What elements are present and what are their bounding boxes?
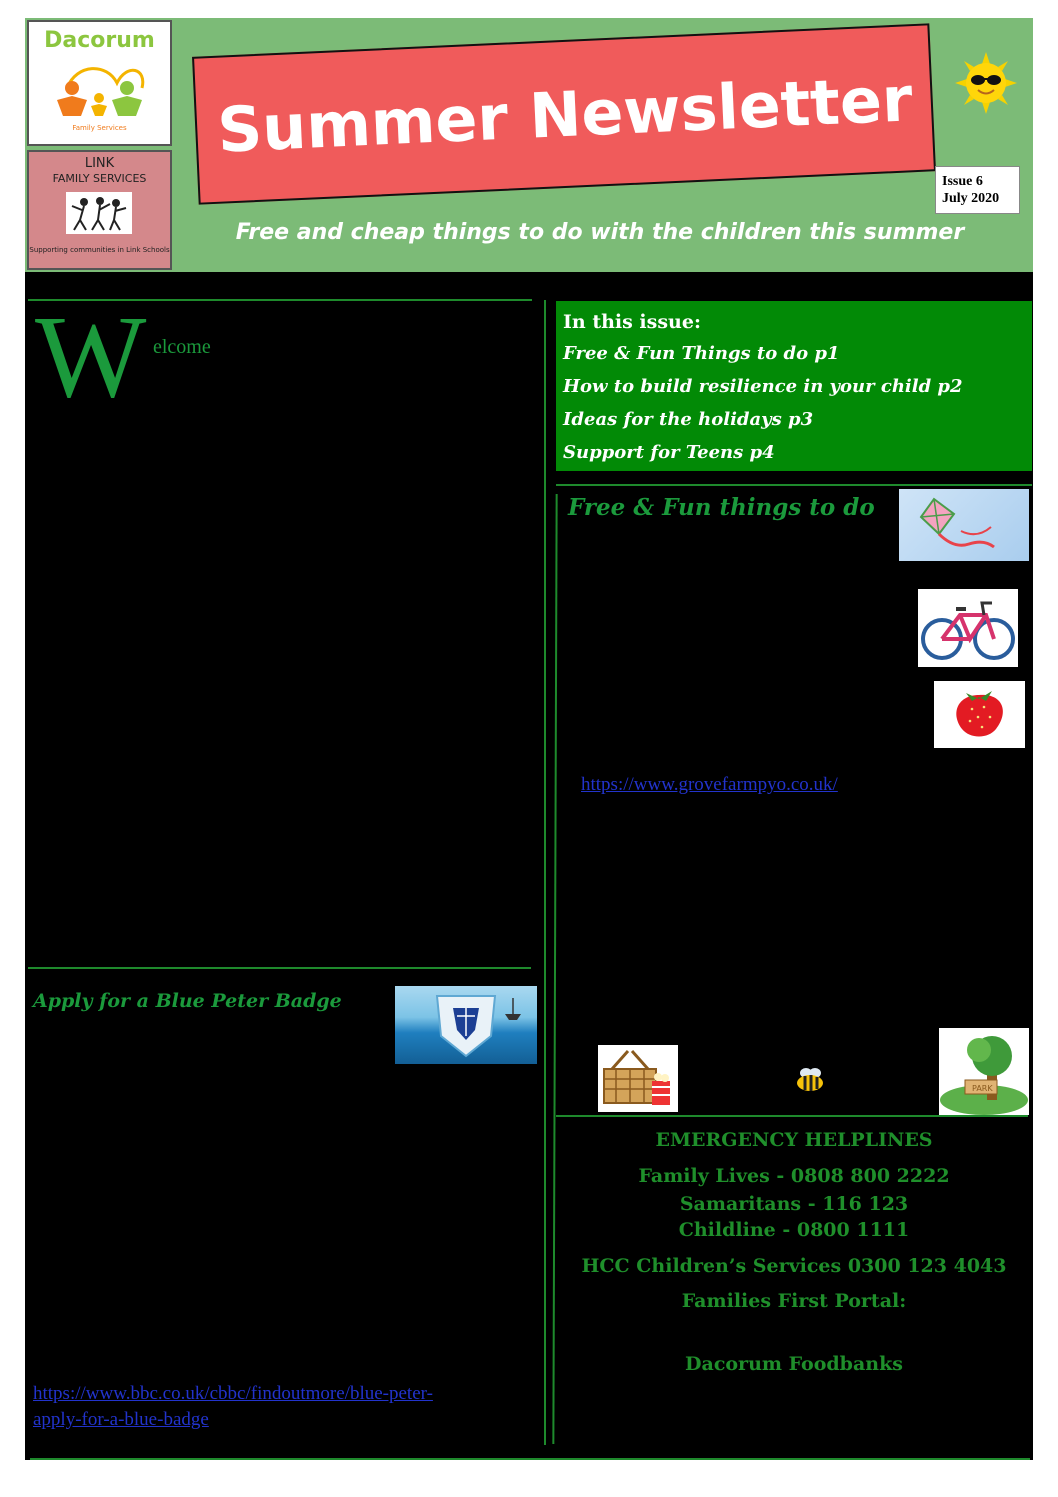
helpline-hcc-childrens-services: HCC Children’s Services 0300 123 4043 (581, 1255, 1007, 1277)
welcome-dropcap: W (35, 291, 147, 422)
svg-text:PARK: PARK (972, 1084, 993, 1093)
picnic-basket-icon (598, 1045, 678, 1112)
blue-peter-badge-icon (395, 986, 537, 1064)
dacorum-logo (27, 20, 172, 146)
blue-peter-link-line2[interactable]: apply-for-a-blue-badge (33, 1409, 209, 1430)
newsletter-title: Summer Newsletter (215, 62, 915, 167)
free-fun-heading: Free & Fun things to do (568, 494, 875, 521)
toc-item-free-fun: Free & Fun Things to do p1 (563, 343, 840, 364)
helpline-families-first-portal: Families First Portal: (681, 1290, 907, 1312)
tagline: Free and cheap things to do with the children this summer (235, 220, 965, 245)
helpline-childline: Childline - 0800 1111 (678, 1219, 910, 1241)
toc-item-resilience: How to build resilience in your child p2 (563, 376, 963, 397)
blue-peter-heading: Apply for a Blue Peter Badge (33, 990, 342, 1012)
welcome-text: elcome (153, 336, 211, 358)
divider-bottom (30, 1458, 1030, 1460)
bicycle-icon (918, 589, 1018, 667)
toc-item-teens: Support for Teens p4 (563, 442, 775, 463)
logo-text: Dacorum (44, 28, 155, 53)
toc-heading: In this issue: (563, 311, 701, 333)
link-subtitle: FAMILY SERVICES (52, 172, 147, 185)
link-caption: Supporting communities in Link Schools (29, 246, 170, 254)
family-figures-icon (47, 58, 152, 118)
blue-peter-link-line1[interactable]: https://www.bbc.co.uk/cbbc/findoutmore/blue-peter- (33, 1383, 433, 1404)
helpline-family-lives: Family Lives - 0808 800 2222 (638, 1165, 950, 1187)
issue-badge (935, 166, 1020, 214)
helpline-samaritans: Samaritans - 116 123 (679, 1193, 909, 1215)
dancing-figures-icon (66, 192, 132, 234)
divider-helplines (556, 1115, 1028, 1117)
issue-date: July 2020 (942, 191, 1000, 206)
blue-peter-link[interactable] (33, 1381, 513, 1433)
kite-icon (899, 489, 1029, 561)
link-family-services-logo (27, 150, 172, 270)
park-icon (939, 1028, 1029, 1115)
toc-item-holidays: Ideas for the holidays p3 (563, 409, 814, 430)
column-divider-middle (544, 300, 546, 1445)
bee-icon (793, 1065, 827, 1095)
logo-subtext: Family Services (72, 124, 127, 132)
divider-blue-peter (28, 967, 531, 969)
helplines-heading: EMERGENCY HELPLINES (655, 1129, 933, 1151)
divider-under-toc (556, 484, 1032, 486)
sun-sunglasses-icon (955, 52, 1017, 114)
link-title: LINK (84, 156, 115, 171)
strawberry-icon (934, 681, 1025, 748)
grove-farm-link[interactable]: https://www.grovefarmpyo.co.uk/ (581, 774, 838, 795)
issue-number: Issue 6 (942, 174, 983, 189)
helpline-dacorum-foodbanks: Dacorum Foodbanks (685, 1353, 903, 1375)
in-this-issue-box (556, 301, 1032, 471)
